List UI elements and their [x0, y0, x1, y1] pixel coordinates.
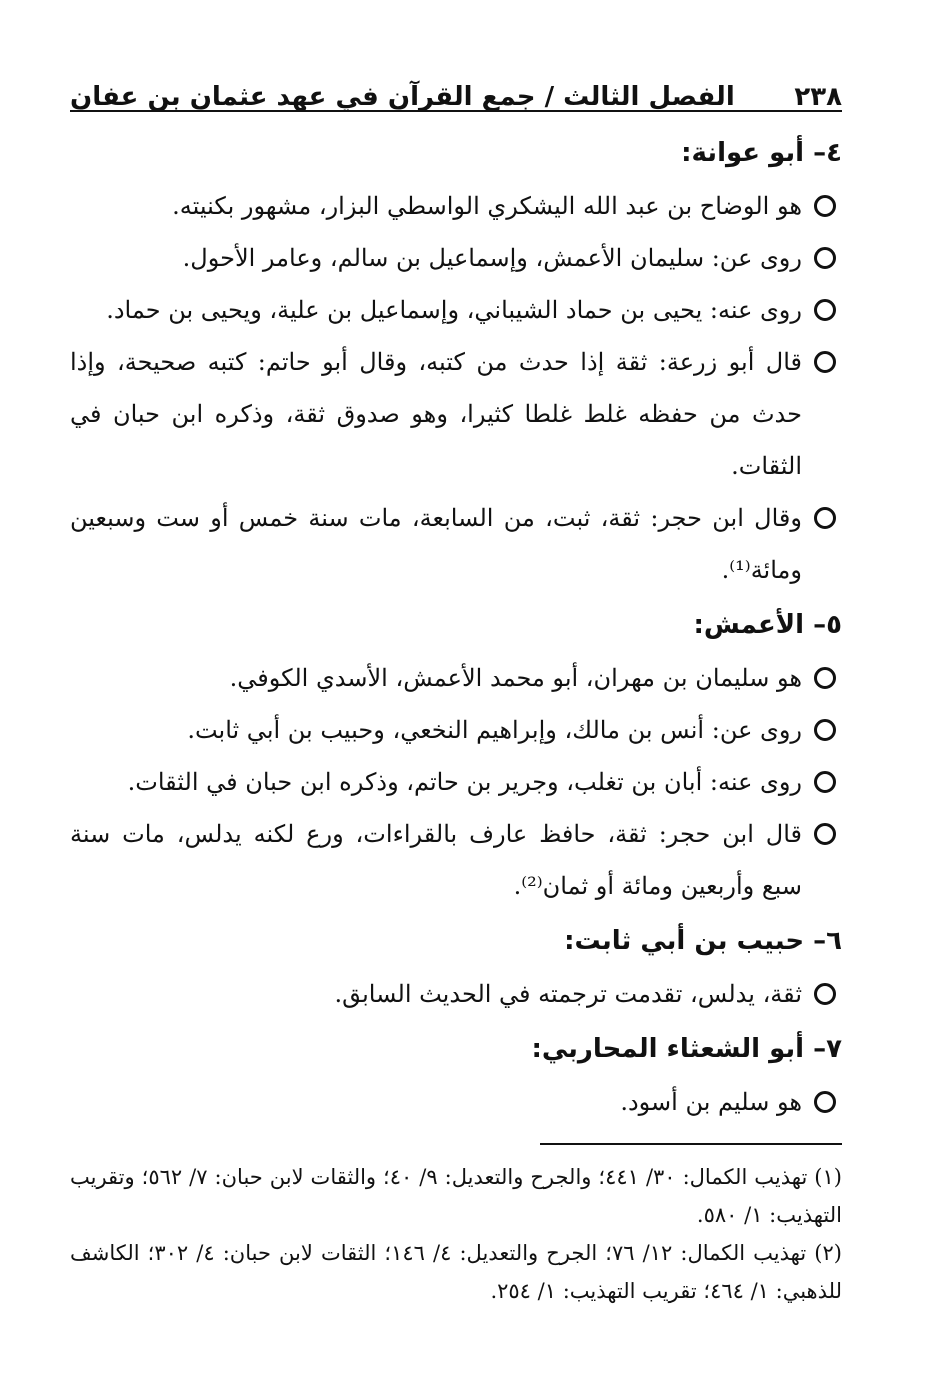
list-item: هو الوضاح بن عبد الله اليشكري الواسطي البزار، مشهور بكنيته.	[70, 180, 842, 232]
circle-bullet-icon	[814, 299, 836, 321]
list-item: هو سليم بن أسود.	[70, 1076, 842, 1128]
footnotes	[70, 1158, 842, 1310]
list-item: روى عنه: أبان بن تغلب، وجرير بن حاتم، وذكره ابن حبان في الثقات.	[70, 756, 842, 808]
section-title: ٧– أبو الشعثاء المحاربي:	[531, 1034, 842, 1064]
list-item: قال أبو زرعة: ثقة إذا حدث من كتبه، وقال أبو حاتم: كتبه صحيحة، وإذا حدث من حفظه غلط غلطا كثيرا، وهو صدوق ثقة، وذكره ابن حبان في الثقات.	[70, 336, 842, 492]
list-item: روى عن: أنس بن مالك، وإبراهيم النخعي، وحبيب بن أبي ثابت.	[70, 704, 842, 756]
circle-bullet-icon	[814, 195, 836, 217]
footnote-2: (٢) تهذيب الكمال: ١٢/ ٧٦؛ الجرح والتعديل: ٤/ ١٤٦؛ الثقات لابن حبان: ٤/ ٣٠٢؛ الكاشف للذهبي: ١/ ٤٦٤؛ تقريب التهذيب: ١/ ٢٥٤.	[70, 1241, 842, 1303]
circle-bullet-icon	[814, 507, 836, 529]
list-item: وقال ابن حجر: ثقة، ثبت، من السابعة، مات سنة خمس أو ست وسبعين ومائة⁽¹⁾.	[70, 492, 842, 596]
section-title: ٦– حبيب بن أبي ثابت:	[564, 926, 842, 956]
footnote-1: (١) تهذيب الكمال: ٣٠/ ٤٤١؛ والجرح والتعديل: ٩/ ٤٠؛ والثقات لابن حبان: ٧/ ٥٦٢؛ وتقريب التهذيب: ١/ ٥٨٠.	[70, 1165, 842, 1227]
list-item: روى عن: سليمان الأعمش، وإسماعيل بن سالم، وعامر الأحول.	[70, 232, 842, 284]
section-title: ٥– الأعمش:	[693, 610, 842, 640]
header-rule	[70, 110, 842, 112]
section-abu-shatha	[70, 1024, 842, 1128]
running-title: الفصل الثالث / جمع القرآن في عهد عثمان بن عفان	[70, 82, 735, 112]
section-abu-awana	[70, 128, 842, 596]
circle-bullet-icon	[814, 719, 836, 741]
section-title: ٤– أبو عوانة:	[681, 138, 842, 168]
page-header	[70, 72, 842, 112]
circle-bullet-icon	[814, 771, 836, 793]
list-item: قال ابن حجر: ثقة، حافظ عارف بالقراءات، ورع لكنه يدلس، مات سنة سبع وأربعين ومائة أو ثمان⁽²⁾.	[70, 808, 842, 912]
circle-bullet-icon	[814, 247, 836, 269]
list-item: ثقة، يدلس، تقدمت ترجمته في الحديث السابق.	[70, 968, 842, 1020]
list-item: هو سليمان بن مهران، أبو محمد الأعمش، الأسدي الكوفي.	[70, 652, 842, 704]
circle-bullet-icon	[814, 667, 836, 689]
section-habib	[70, 916, 842, 1020]
circle-bullet-icon	[814, 351, 836, 373]
section-al-amash	[70, 600, 842, 912]
circle-bullet-icon	[814, 983, 836, 1005]
circle-bullet-icon	[814, 1091, 836, 1113]
main-text	[70, 124, 842, 1128]
circle-bullet-icon	[814, 823, 836, 845]
footnote-rule	[540, 1143, 842, 1145]
page-number: ٢٣٨	[794, 82, 842, 112]
list-item: روى عنه: يحيى بن حماد الشيباني، وإسماعيل بن علية، ويحيى بن حماد.	[70, 284, 842, 336]
